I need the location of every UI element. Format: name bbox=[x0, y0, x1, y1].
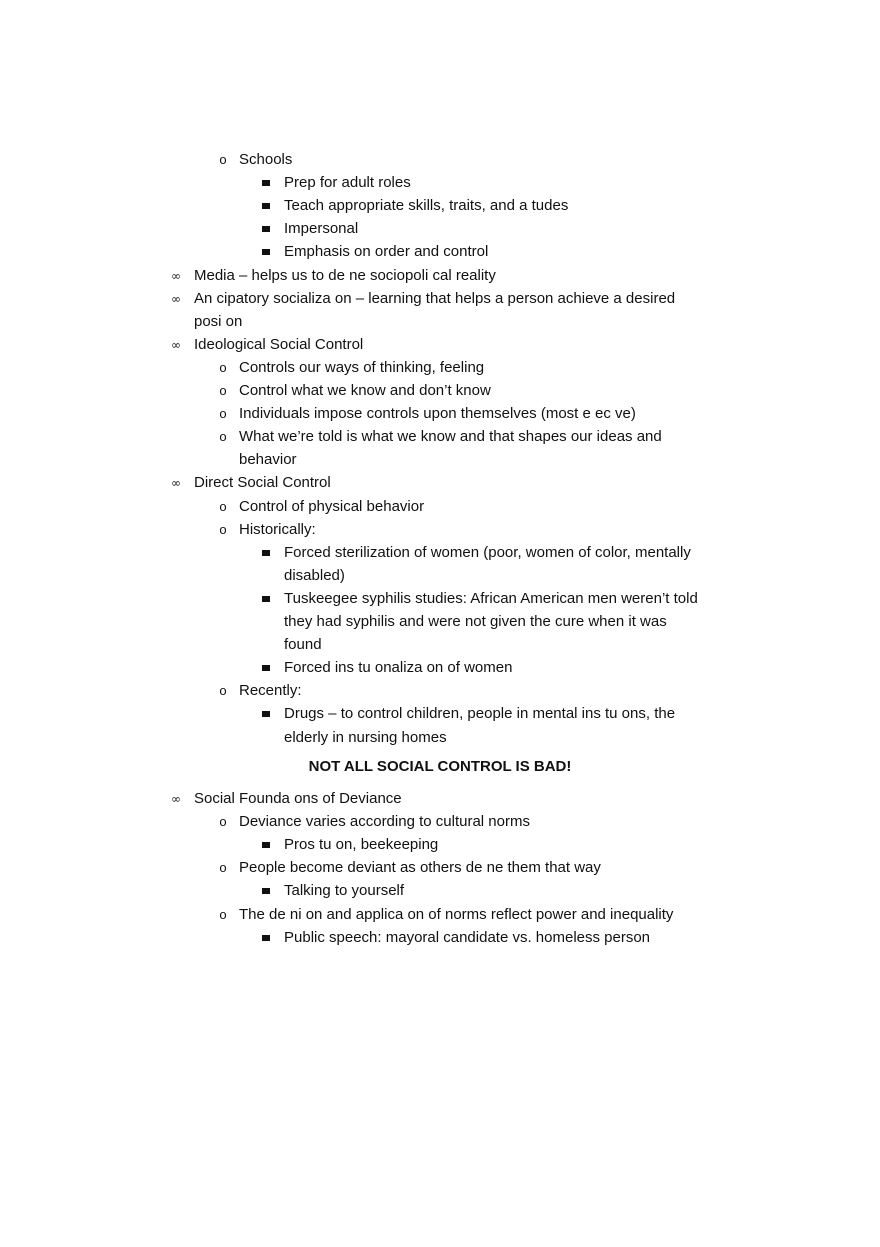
circle-bullet-icon: o bbox=[219, 860, 227, 876]
outline-item-level-3: Public speech: mayoral candidate vs. homeless person bbox=[284, 928, 651, 946]
outline-item-level-1: Social Founda ons of Deviance bbox=[194, 790, 402, 807]
square-bullet-icon bbox=[262, 888, 270, 894]
square-bullet-icon bbox=[262, 180, 270, 186]
square-bullet-icon bbox=[262, 203, 270, 209]
circle-bullet-icon: o bbox=[219, 498, 227, 514]
infinity-bullet-icon: ∞ bbox=[171, 476, 181, 491]
circle-bullet-icon: o bbox=[219, 521, 227, 537]
infinity-bullet-icon: ∞ bbox=[171, 337, 181, 352]
outline-item-level-3: Impersonal bbox=[284, 220, 359, 238]
outline-item-level-3: Drugs – to control children, people in mental ins tu ons, the bbox=[284, 705, 676, 723]
outline-item-level-3: Talking to yourself bbox=[284, 882, 405, 900]
square-bullet-icon bbox=[262, 665, 270, 671]
outline-continuation-line: elderly in nursing homes bbox=[284, 728, 447, 746]
square-bullet-icon bbox=[262, 249, 270, 255]
square-bullet-icon bbox=[262, 226, 270, 232]
outline-item-level-1: Media – helps us to de ne sociopoli cal reality bbox=[194, 266, 496, 284]
outline-item-level-2: Deviance varies according to cultural norms bbox=[239, 813, 530, 831]
outline-item-level-3: Tuskeegee syphilis studies: African American men weren’t told bbox=[284, 589, 698, 607]
outline-item-level-3: Forced ins tu onaliza on of women bbox=[284, 659, 513, 677]
outline-item-level-2: Control of physical behavior bbox=[239, 497, 425, 515]
outline-item-level-3: Forced sterilization of women (poor, women of color, mentally bbox=[284, 543, 691, 561]
outline-item-level-2: People become deviant as others de ne them that way bbox=[239, 859, 601, 877]
outline-item-level-2: Individuals impose controls upon themselves (most e ec ve) bbox=[239, 405, 636, 423]
circle-bullet-icon: o bbox=[219, 814, 227, 830]
square-bullet-icon bbox=[262, 596, 270, 602]
section-heading: NOT ALL SOCIAL CONTROL IS BAD! bbox=[308, 758, 572, 775]
outline-item-level-1: Direct Social Control bbox=[194, 474, 331, 492]
outline-continuation-line: they had syphilis and were not given the cure when it was bbox=[284, 613, 667, 630]
circle-bullet-icon: o bbox=[219, 429, 227, 445]
infinity-bullet-icon: ∞ bbox=[171, 268, 181, 283]
square-bullet-icon bbox=[262, 550, 270, 556]
circle-bullet-icon: o bbox=[219, 406, 227, 422]
circle-bullet-icon: o bbox=[219, 683, 227, 699]
circle-bullet-icon: o bbox=[219, 906, 227, 922]
outline-continuation-line: behavior bbox=[239, 451, 297, 469]
outline-item-level-2: Control what we know and don’t know bbox=[239, 382, 491, 399]
outline-item-level-3: Teach appropriate skills, traits, and a tudes bbox=[284, 197, 569, 215]
circle-bullet-icon: o bbox=[219, 359, 227, 375]
outline-item-level-2: Historically: bbox=[239, 520, 316, 538]
square-bullet-icon bbox=[262, 935, 270, 941]
outline-item-level-1: An cipatory socializa on – learning that helps a person achieve a desired bbox=[194, 289, 676, 307]
outline-continuation-line: found bbox=[284, 636, 322, 654]
outline-item-level-3: Pros tu on, beekeeping bbox=[284, 836, 439, 854]
infinity-bullet-icon: ∞ bbox=[171, 792, 181, 806]
outline-item-level-2: What we’re told is what we know and that shapes our ideas and bbox=[239, 428, 662, 446]
square-bullet-icon bbox=[262, 711, 270, 717]
outline-item-level-2: Schools bbox=[239, 151, 293, 168]
circle-bullet-icon: o bbox=[219, 152, 227, 167]
infinity-bullet-icon: ∞ bbox=[171, 291, 181, 306]
outline-continuation-line: disabled) bbox=[284, 566, 345, 584]
outline-item-level-2: Recently: bbox=[239, 682, 302, 700]
outline-continuation-line: posi on bbox=[194, 312, 243, 330]
outline-item-level-3: Emphasis on order and control bbox=[284, 243, 489, 261]
square-bullet-icon bbox=[262, 842, 270, 848]
outline-item-level-1: Ideological Social Control bbox=[194, 335, 364, 353]
outline-item-level-3: Prep for adult roles bbox=[284, 174, 411, 192]
circle-bullet-icon: o bbox=[219, 383, 227, 398]
outline-item-level-2: Controls our ways of thinking, feeling bbox=[239, 358, 485, 376]
outline-item-level-2: The de ni on and applica on of norms reflect power and inequality bbox=[239, 905, 674, 923]
